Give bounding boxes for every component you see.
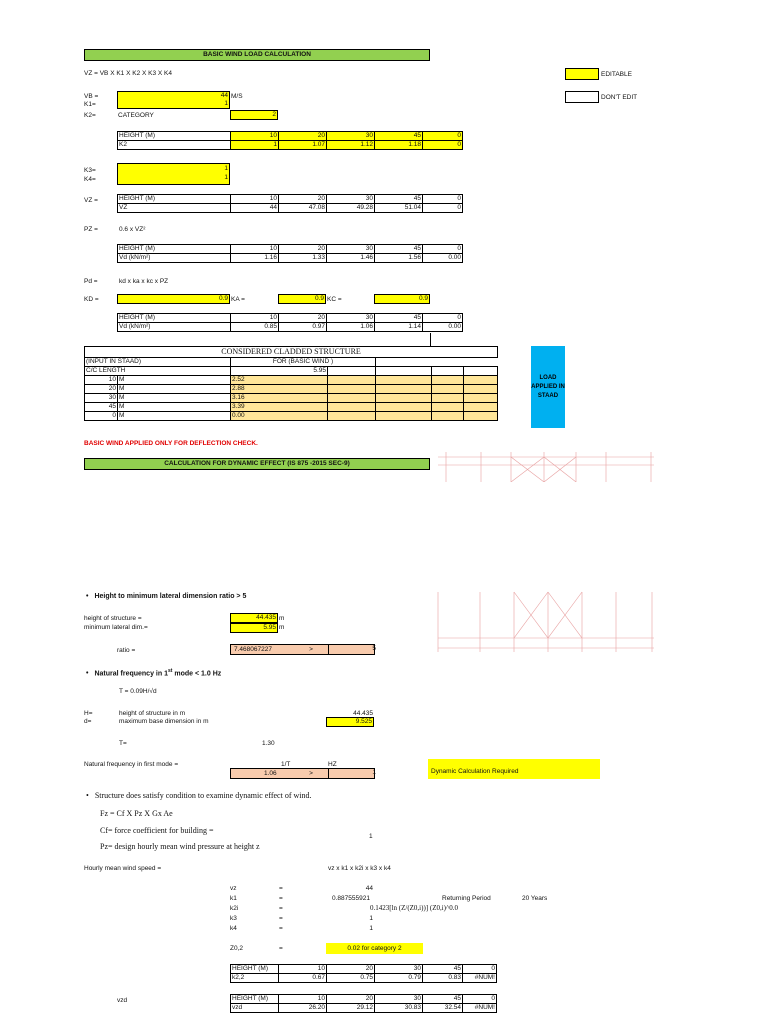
vz-label: VZ = — [84, 197, 98, 204]
vz-key: vz — [230, 885, 237, 892]
k2-label: K2= — [84, 112, 96, 119]
table-cell: 47.08 — [279, 204, 327, 213]
k2i-key: k2i — [230, 905, 239, 912]
table-cell: 30 — [327, 245, 375, 254]
kd-label: KD = — [84, 296, 99, 303]
table-header: K2 — [118, 141, 231, 150]
table-cell: 45 — [423, 965, 463, 974]
table-cell: 2.52 — [231, 376, 328, 385]
table-header: Vd (kN/m²) — [118, 323, 231, 332]
ratio-value: 7.468067227 — [234, 646, 272, 653]
table-cell: 30 — [327, 314, 375, 323]
pd-height-row — [118, 314, 463, 323]
table-row — [85, 385, 498, 394]
table-header: HEIGHT (M) — [231, 965, 279, 974]
table-header: HEIGHT (M) — [231, 995, 279, 1004]
table-cell: M — [118, 403, 231, 412]
k2-height-row — [118, 132, 463, 141]
table-cell: 0.83 — [423, 974, 463, 983]
cc-value: 5.95 — [231, 367, 328, 376]
table-cell: 1.06 — [327, 323, 375, 332]
k2i-formula: 0.1423[ln (Z/(Z0,i))] (Z0,i)^0.0 — [370, 904, 459, 912]
table-cell: 45 — [375, 195, 423, 204]
vz-height-row — [118, 195, 463, 204]
table-header: HEIGHT (M) — [118, 245, 231, 254]
table-header: HEIGHT (M) — [118, 195, 231, 204]
t-value: 1.30 — [262, 740, 275, 747]
dynamic-title-bar: CALCULATION FOR DYNAMIC EFFECT (IS 875 -2015 SEC-9) — [84, 458, 430, 470]
z0-value[interactable]: 0.02 for category 2 — [326, 943, 423, 954]
table-cell: 45 — [375, 245, 423, 254]
legend-dont-edit-swatch — [565, 91, 599, 103]
min-lateral-input[interactable]: 5.95 — [230, 623, 278, 633]
table-cell[interactable]: 10 — [231, 132, 279, 141]
table-cell: 1.33 — [279, 254, 327, 263]
pd-table — [117, 313, 463, 332]
nf-operator: > — [309, 770, 313, 777]
table-cell[interactable]: 1 — [231, 141, 279, 150]
k2-table — [117, 131, 463, 150]
table-cell: 3.39 — [231, 403, 328, 412]
d-description: maximum base dimension in m — [119, 718, 209, 725]
cc-label: C/C LENGTH — [85, 367, 231, 376]
ratio-row — [230, 644, 375, 655]
pz-height-row — [118, 245, 463, 254]
table-row — [85, 412, 498, 421]
table-cell: 10 — [279, 995, 327, 1004]
table-cell: 20 — [85, 385, 118, 394]
hourly-formula: vz x k1 x k2i x k3 x k4 — [328, 865, 391, 872]
cladded-table — [84, 346, 498, 421]
ratio-heading: • Height to minimum lateral dimension ratio > 5 — [86, 593, 246, 600]
table-cell: 30 — [85, 394, 118, 403]
frame-elevation-sketch-bottom — [436, 590, 656, 656]
cf-value: 1 — [369, 833, 373, 840]
frame-elevation-sketch-top — [436, 452, 656, 482]
eq-sign: = — [279, 905, 283, 912]
vzd-height-row — [231, 995, 497, 1004]
height-unit: m — [279, 615, 285, 622]
table-cell: 30 — [327, 195, 375, 204]
freq-heading-text: Natural frequency in 1 — [94, 670, 168, 678]
table-cell[interactable]: 1.18 — [375, 141, 423, 150]
table-cell: 1.16 — [231, 254, 279, 263]
d-symbol: d= — [84, 718, 92, 725]
k22-table — [230, 964, 497, 983]
table-cell: 0.00 — [423, 254, 463, 263]
table-cell: 20 — [327, 995, 375, 1004]
table-cell: 45 — [85, 403, 118, 412]
cladded-header-row — [85, 358, 498, 367]
ratio-limit: 5 — [328, 645, 376, 654]
table-row — [85, 403, 498, 412]
table-cell: 10 — [231, 314, 279, 323]
table-cell[interactable]: 45 — [375, 132, 423, 141]
table-cell: 0.85 — [231, 323, 279, 332]
table-cell: 30 — [375, 995, 423, 1004]
h-symbol: H= — [84, 710, 93, 717]
table-cell[interactable]: 0 — [423, 132, 463, 141]
k22-height-row — [231, 965, 497, 974]
k4-value[interactable]: 1 — [224, 174, 228, 181]
table-cell: 20 — [279, 314, 327, 323]
d-input[interactable]: 9.525 — [326, 717, 374, 727]
table-cell: 30 — [375, 965, 423, 974]
input-label: (INPUT IN STAAD) — [85, 358, 231, 367]
table-cell: 3.16 — [231, 394, 328, 403]
table-header: vzd — [231, 1004, 279, 1013]
table-row — [85, 394, 498, 403]
table-cell: 10 — [85, 376, 118, 385]
k4-key: k4 — [230, 925, 237, 932]
k3-value[interactable]: 1 — [224, 165, 228, 172]
height-input[interactable]: 44.435 — [230, 613, 278, 623]
eq-sign: = — [279, 925, 283, 932]
pd-value-row — [118, 323, 463, 332]
h-description: height of structure in m — [119, 710, 186, 717]
vz-table — [117, 194, 463, 213]
cladded-cc-row — [85, 367, 498, 376]
k2-value-row — [118, 141, 463, 150]
nf-top2: HZ — [328, 761, 337, 768]
k3-key: k3 — [230, 915, 237, 922]
kc-input[interactable]: 0.9 — [374, 294, 430, 304]
k22-value-row — [231, 974, 497, 983]
table-cell: 0.00 — [423, 323, 463, 332]
table-cell: 51.04 — [375, 204, 423, 213]
pz-label: PZ = — [84, 226, 98, 233]
ka-input[interactable]: 0.9 — [278, 294, 326, 304]
table-cell[interactable]: 30 — [327, 132, 375, 141]
return-period-label: Returning Period — [442, 895, 491, 902]
k4-label: K4= — [84, 176, 96, 183]
table-cell: 20 — [279, 195, 327, 204]
k1-label: K1= — [84, 101, 96, 108]
load-applied-box — [531, 346, 565, 428]
table-cell[interactable]: 1.12 — [327, 141, 375, 150]
legend-editable-swatch — [565, 68, 599, 80]
vz-value-row — [118, 204, 463, 213]
table-cell: 1.56 — [375, 254, 423, 263]
title-bar: BASIC WIND LOAD CALCULATION — [84, 49, 430, 61]
vb-value[interactable]: 44 — [220, 92, 228, 99]
eq-sign: = — [279, 885, 283, 892]
min-lateral-unit: m — [279, 624, 285, 631]
legend-dont-edit-label: DON'T EDIT — [601, 94, 638, 101]
table-header: HEIGHT (M) — [118, 132, 231, 141]
table-cell: 26.20 — [279, 1004, 327, 1013]
table-cell: 20 — [327, 965, 375, 974]
table-cell: 0 — [463, 965, 497, 974]
table-cell: 0.75 — [327, 974, 375, 983]
period-formula: T = 0.09H/√d — [119, 688, 157, 695]
cladded-title: CONSIDERED CLADDED STRUCTURE — [85, 347, 498, 358]
load-applied-label: LOAD APPLIED IN STAAD — [531, 374, 565, 399]
for-label: FOR (BASIC WIND ) — [231, 358, 376, 367]
table-cell: #NUM! — [463, 974, 497, 983]
pz-table — [117, 244, 463, 263]
table-cell: 0.00 — [231, 412, 328, 421]
k3-val: 1 — [369, 915, 373, 922]
vb-unit: M/S — [231, 93, 243, 100]
freq-heading — [86, 668, 221, 677]
natural-frequency-label: Natural frequency in first mode = — [84, 761, 179, 768]
table-cell: 30.83 — [375, 1004, 423, 1013]
pd-formula: kd x ka x kc x PZ — [119, 278, 169, 285]
pz-description: Pz= design hourly mean wind pressure at height z — [100, 842, 260, 851]
table-cell: 44 — [231, 204, 279, 213]
h-value: 44.435 — [353, 710, 373, 717]
cladded-title-row — [85, 347, 498, 358]
table-cell: M — [118, 385, 231, 394]
table-cell[interactable]: 0 — [423, 141, 463, 150]
height-label: height of structure = — [84, 615, 142, 622]
freq-heading-tail: mode < 1.0 Hz — [172, 670, 222, 678]
table-cell: 45 — [423, 995, 463, 1004]
k4-val: 1 — [369, 925, 373, 932]
return-period-value: 20 Years — [522, 895, 548, 902]
eq-sign: = — [279, 895, 283, 902]
table-cell: 0.97 — [279, 323, 327, 332]
table-cell: 10 — [279, 965, 327, 974]
table-cell: 0 — [423, 204, 463, 213]
table-cell: 0.67 — [279, 974, 327, 983]
table-cell[interactable]: 1.07 — [279, 141, 327, 150]
table-cell: 0 — [423, 195, 463, 204]
table-header: Vd (kN/m²) — [118, 254, 231, 263]
table-cell: 49.28 — [327, 204, 375, 213]
table-header: k2,2 — [231, 974, 279, 983]
k3-label: K3= — [84, 167, 96, 174]
table-cell: 0 — [423, 245, 463, 254]
vz-val: 44 — [365, 885, 373, 892]
table-cell: 10 — [231, 195, 279, 204]
t-label: T= — [119, 740, 127, 747]
eq-sign: = — [279, 915, 283, 922]
table-cell: 10 — [231, 245, 279, 254]
dynamic-required-badge: Dynamic Calculation Required — [428, 759, 600, 779]
table-cell: 1.46 — [327, 254, 375, 263]
ratio-operator: > — [309, 646, 313, 653]
table-cell: 1.14 — [375, 323, 423, 332]
pz-value-row — [118, 254, 463, 263]
table-cell: 20 — [279, 245, 327, 254]
nf-row — [230, 768, 375, 779]
hourly-label: Hourly mean wind speed = — [84, 865, 162, 872]
table-cell: 32.54 — [423, 1004, 463, 1013]
pd-label: Pd = — [84, 278, 98, 285]
pz-formula: 0.6 x VZ² — [119, 226, 146, 233]
freq-heading-sup: st — [167, 668, 173, 674]
k1-val: 0.887555921 — [332, 895, 370, 902]
nf-top1: 1/T — [281, 761, 291, 768]
vb-label: VB = — [84, 93, 99, 100]
table-header: HEIGHT (M) — [118, 314, 231, 323]
table-cell: 29.12 — [327, 1004, 375, 1013]
kd-input[interactable]: 0.9 — [117, 294, 230, 304]
vzd-label: vzd — [117, 997, 128, 1004]
min-lateral-label: minimum lateral dim.= — [84, 624, 148, 631]
category-label: CATEGORY — [118, 112, 154, 119]
table-cell: #NUM! — [463, 1004, 497, 1013]
nf-value: 1.06 — [264, 770, 277, 777]
table-cell: 0.79 — [375, 974, 423, 983]
table-cell: M — [118, 394, 231, 403]
table-cell[interactable]: 20 — [279, 132, 327, 141]
vz-formula: VZ = VB X K1 X K2 X K3 X K4 — [84, 70, 172, 77]
eq-sign: = — [279, 945, 283, 952]
k1-value[interactable]: 1 — [224, 100, 228, 107]
nf-limit: 1 — [328, 769, 376, 778]
table-cell: 2.88 — [231, 385, 328, 394]
table-row — [85, 376, 498, 385]
condition-text: • Structure does satisfy condition to examine dynamic effect of wind. — [86, 791, 312, 800]
vzd-table — [230, 994, 497, 1013]
z0-label: Z0,2 — [230, 945, 244, 952]
table-cell: 45 — [375, 314, 423, 323]
legend-editable-label: EDITABLE — [601, 71, 632, 78]
table-cell: M — [118, 412, 231, 421]
deflection-note: BASIC WIND APPLIED ONLY FOR DEFLECTION CHECK. — [84, 440, 258, 447]
category-input[interactable]: 2 — [230, 110, 278, 120]
divider — [430, 333, 431, 347]
table-cell: 0 — [85, 412, 118, 421]
vzd-value-row — [231, 1004, 497, 1013]
kc-label: KC = — [327, 296, 342, 303]
table-header: VZ — [118, 204, 231, 213]
table-cell: 0 — [423, 314, 463, 323]
ka-label: KA = — [231, 296, 245, 303]
table-cell: M — [118, 376, 231, 385]
fz-formula: Fz = Cf X Pz X Gx Ae — [100, 809, 173, 818]
k1-key: k1 — [230, 895, 237, 902]
cf-label: Cf= force coefficient for building = — [100, 826, 214, 835]
ratio-label: ratio = — [117, 647, 136, 654]
table-cell: 0 — [463, 995, 497, 1004]
